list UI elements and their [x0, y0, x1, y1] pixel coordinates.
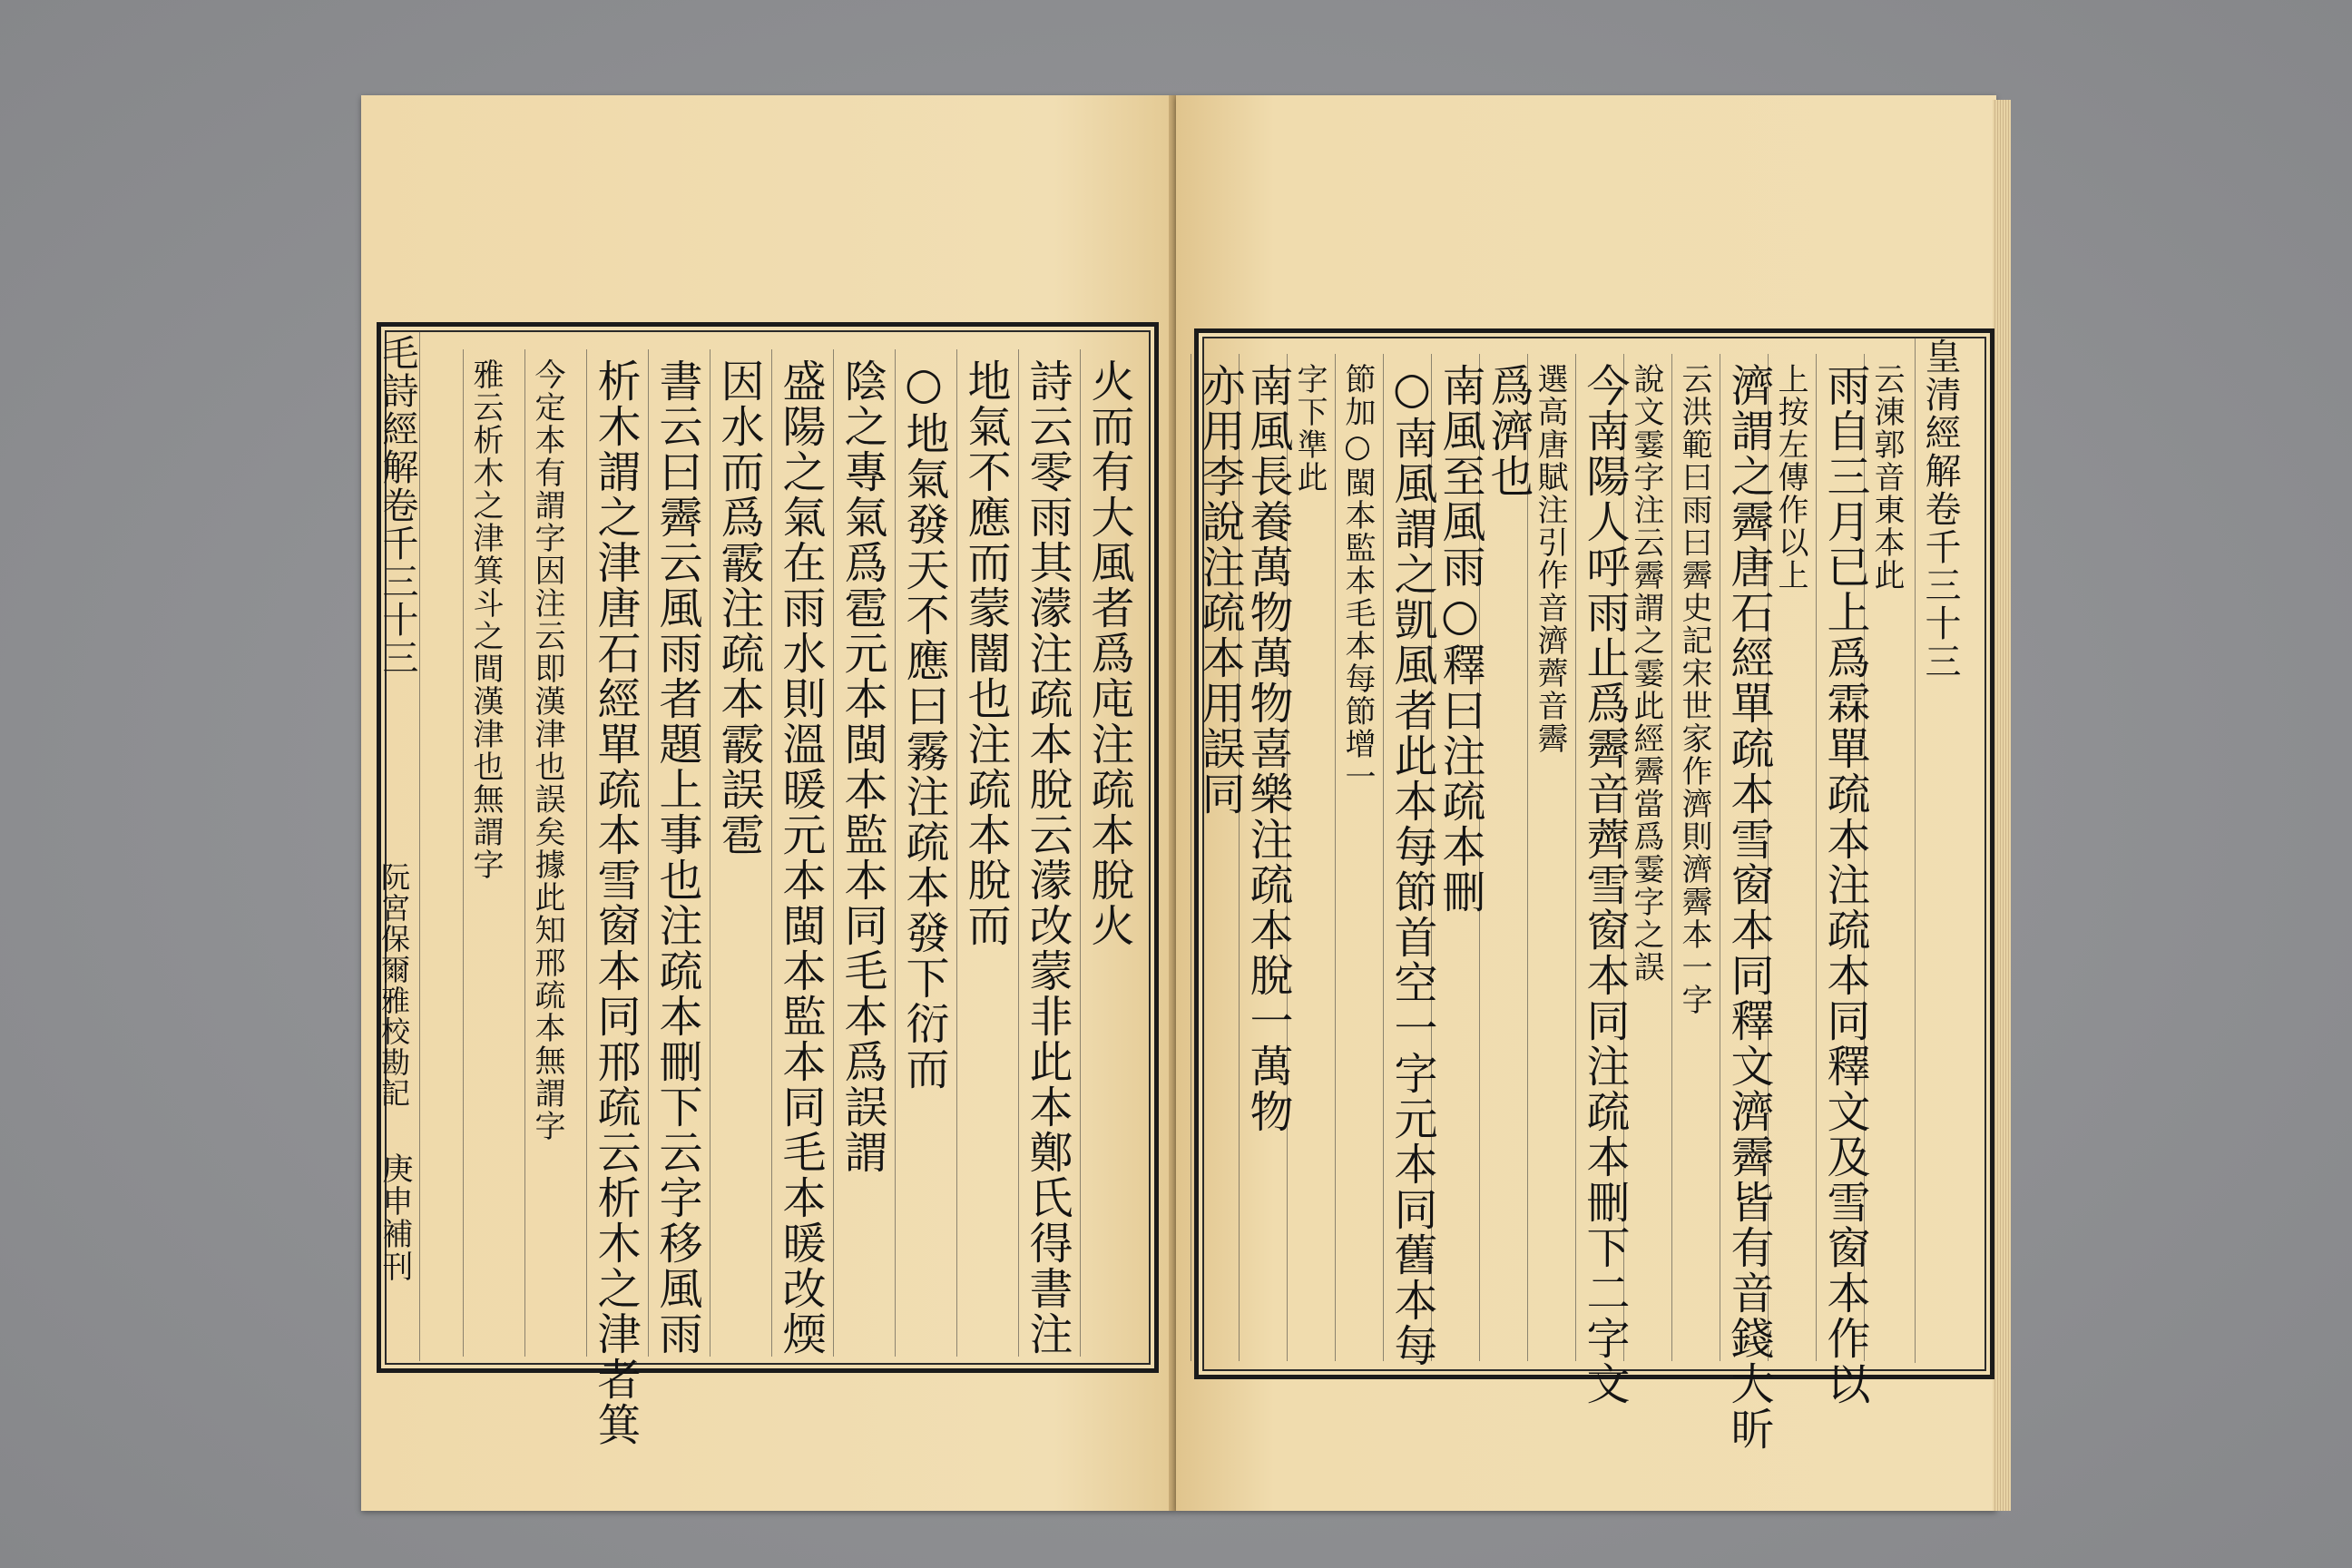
left-column-rule [1080, 349, 1081, 1357]
right-column-rule [1383, 354, 1384, 1361]
left-margin-publisher: 阮宮保爾雅校勘記 [377, 862, 411, 1109]
left-column-3: 地氣不應而蒙闇也注疏本脫而 [960, 358, 1011, 948]
left-column-6: 盛陽之氣在雨水則溫暖元本閩本監本同毛本暖改煗 [775, 358, 826, 1357]
right-column-7: 今南陽人呼雨止爲霽音薺雪窗本同注疏本刪下二字文 [1579, 363, 1630, 1406]
right-column-15: 亦用李說注疏本用誤同 [1194, 363, 1245, 817]
left-column-rule [771, 349, 772, 1357]
right-column-11: ○南風謂之凱風者此本每節首空一字元本同舊本每 [1387, 363, 1437, 1368]
left-column-1: 火而有大風者爲庉注疏本脫火 [1083, 358, 1134, 948]
right-column-10: 南風至風雨○釋曰注疏本刪 [1435, 363, 1485, 915]
right-column-14: 南風長養萬物萬物喜樂注疏本脫一萬物 [1242, 363, 1293, 1134]
left-column-10: 今定本有謂字因注云即漢津也誤矣據此知邢疏本無謂字 [529, 358, 565, 1142]
right-margin-title: 皇清經解卷千三十三 [1919, 338, 1961, 681]
left-column-rule [648, 349, 649, 1357]
left-column-11: 雅云析木之津箕斗之間漢津也無謂字 [467, 358, 504, 881]
right-column-6: 說文霎字注云霽謂之霎此經霽當爲霎字之誤 [1628, 363, 1664, 984]
left-margin-divider [419, 331, 420, 1361]
right-column-3: 上按左傳作以上 [1772, 363, 1808, 592]
right-column-1: 云涷郭音東本此 [1868, 363, 1905, 592]
left-column-7: 因水而爲霰注疏本霰誤雹 [713, 358, 764, 858]
right-column-rule [1816, 354, 1817, 1361]
right-column-rule [1335, 354, 1336, 1361]
right-column-9: 爲濟也 [1483, 363, 1534, 499]
right-column-12: 節加○閩本監本毛本每節增一 [1339, 363, 1376, 793]
right-column-rule [1671, 354, 1672, 1361]
right-column-5: 云洪範曰雨曰霽史記宋世家作濟則濟霽本一字 [1676, 363, 1712, 1016]
left-column-rule [524, 349, 525, 1357]
left-column-rule [1018, 349, 1019, 1357]
left-column-4: ○地氣發天不應曰霧注疏本發下衍而 [898, 358, 949, 1092]
left-margin-title: 毛詩經解卷千三十三 [377, 334, 418, 677]
right-column-4: 濟謂之霽唐石經單疏本雪窗本同釋文濟霽皆有音錢大昕 [1723, 363, 1774, 1452]
left-column-rule [586, 349, 587, 1357]
right-column-13: 字下準此 [1291, 363, 1328, 494]
left-margin-edition: 庚申補刊 [377, 1152, 413, 1283]
left-column-8: 書云曰霽云風雨者題上事也注疏本刪下云字移風雨 [652, 358, 702, 1357]
right-column-rule [1575, 354, 1576, 1361]
left-column-rule [895, 349, 896, 1357]
page-edges [1993, 100, 2011, 1511]
right-column-8: 選高唐賦注引作音濟薺音霽 [1532, 363, 1568, 755]
left-column-rule [833, 349, 834, 1357]
left-column-5: 陰之專氣爲雹元本閩本監本同毛本爲誤謂 [837, 358, 887, 1175]
left-column-rule [956, 349, 957, 1357]
left-column-9: 析木謂之津唐石經單疏本雪窗本同邢疏云析木之津者箕 [590, 358, 641, 1447]
right-margin-divider [1915, 338, 1916, 1363]
left-column-2: 詩云零雨其濛注疏本脫云濛改蒙非此本鄭氏得書注 [1022, 358, 1073, 1357]
right-column-2: 雨自三月已上爲霖單疏本注疏本同釋文及雪窗本作以 [1819, 363, 1870, 1406]
left-column-rule [463, 349, 464, 1357]
